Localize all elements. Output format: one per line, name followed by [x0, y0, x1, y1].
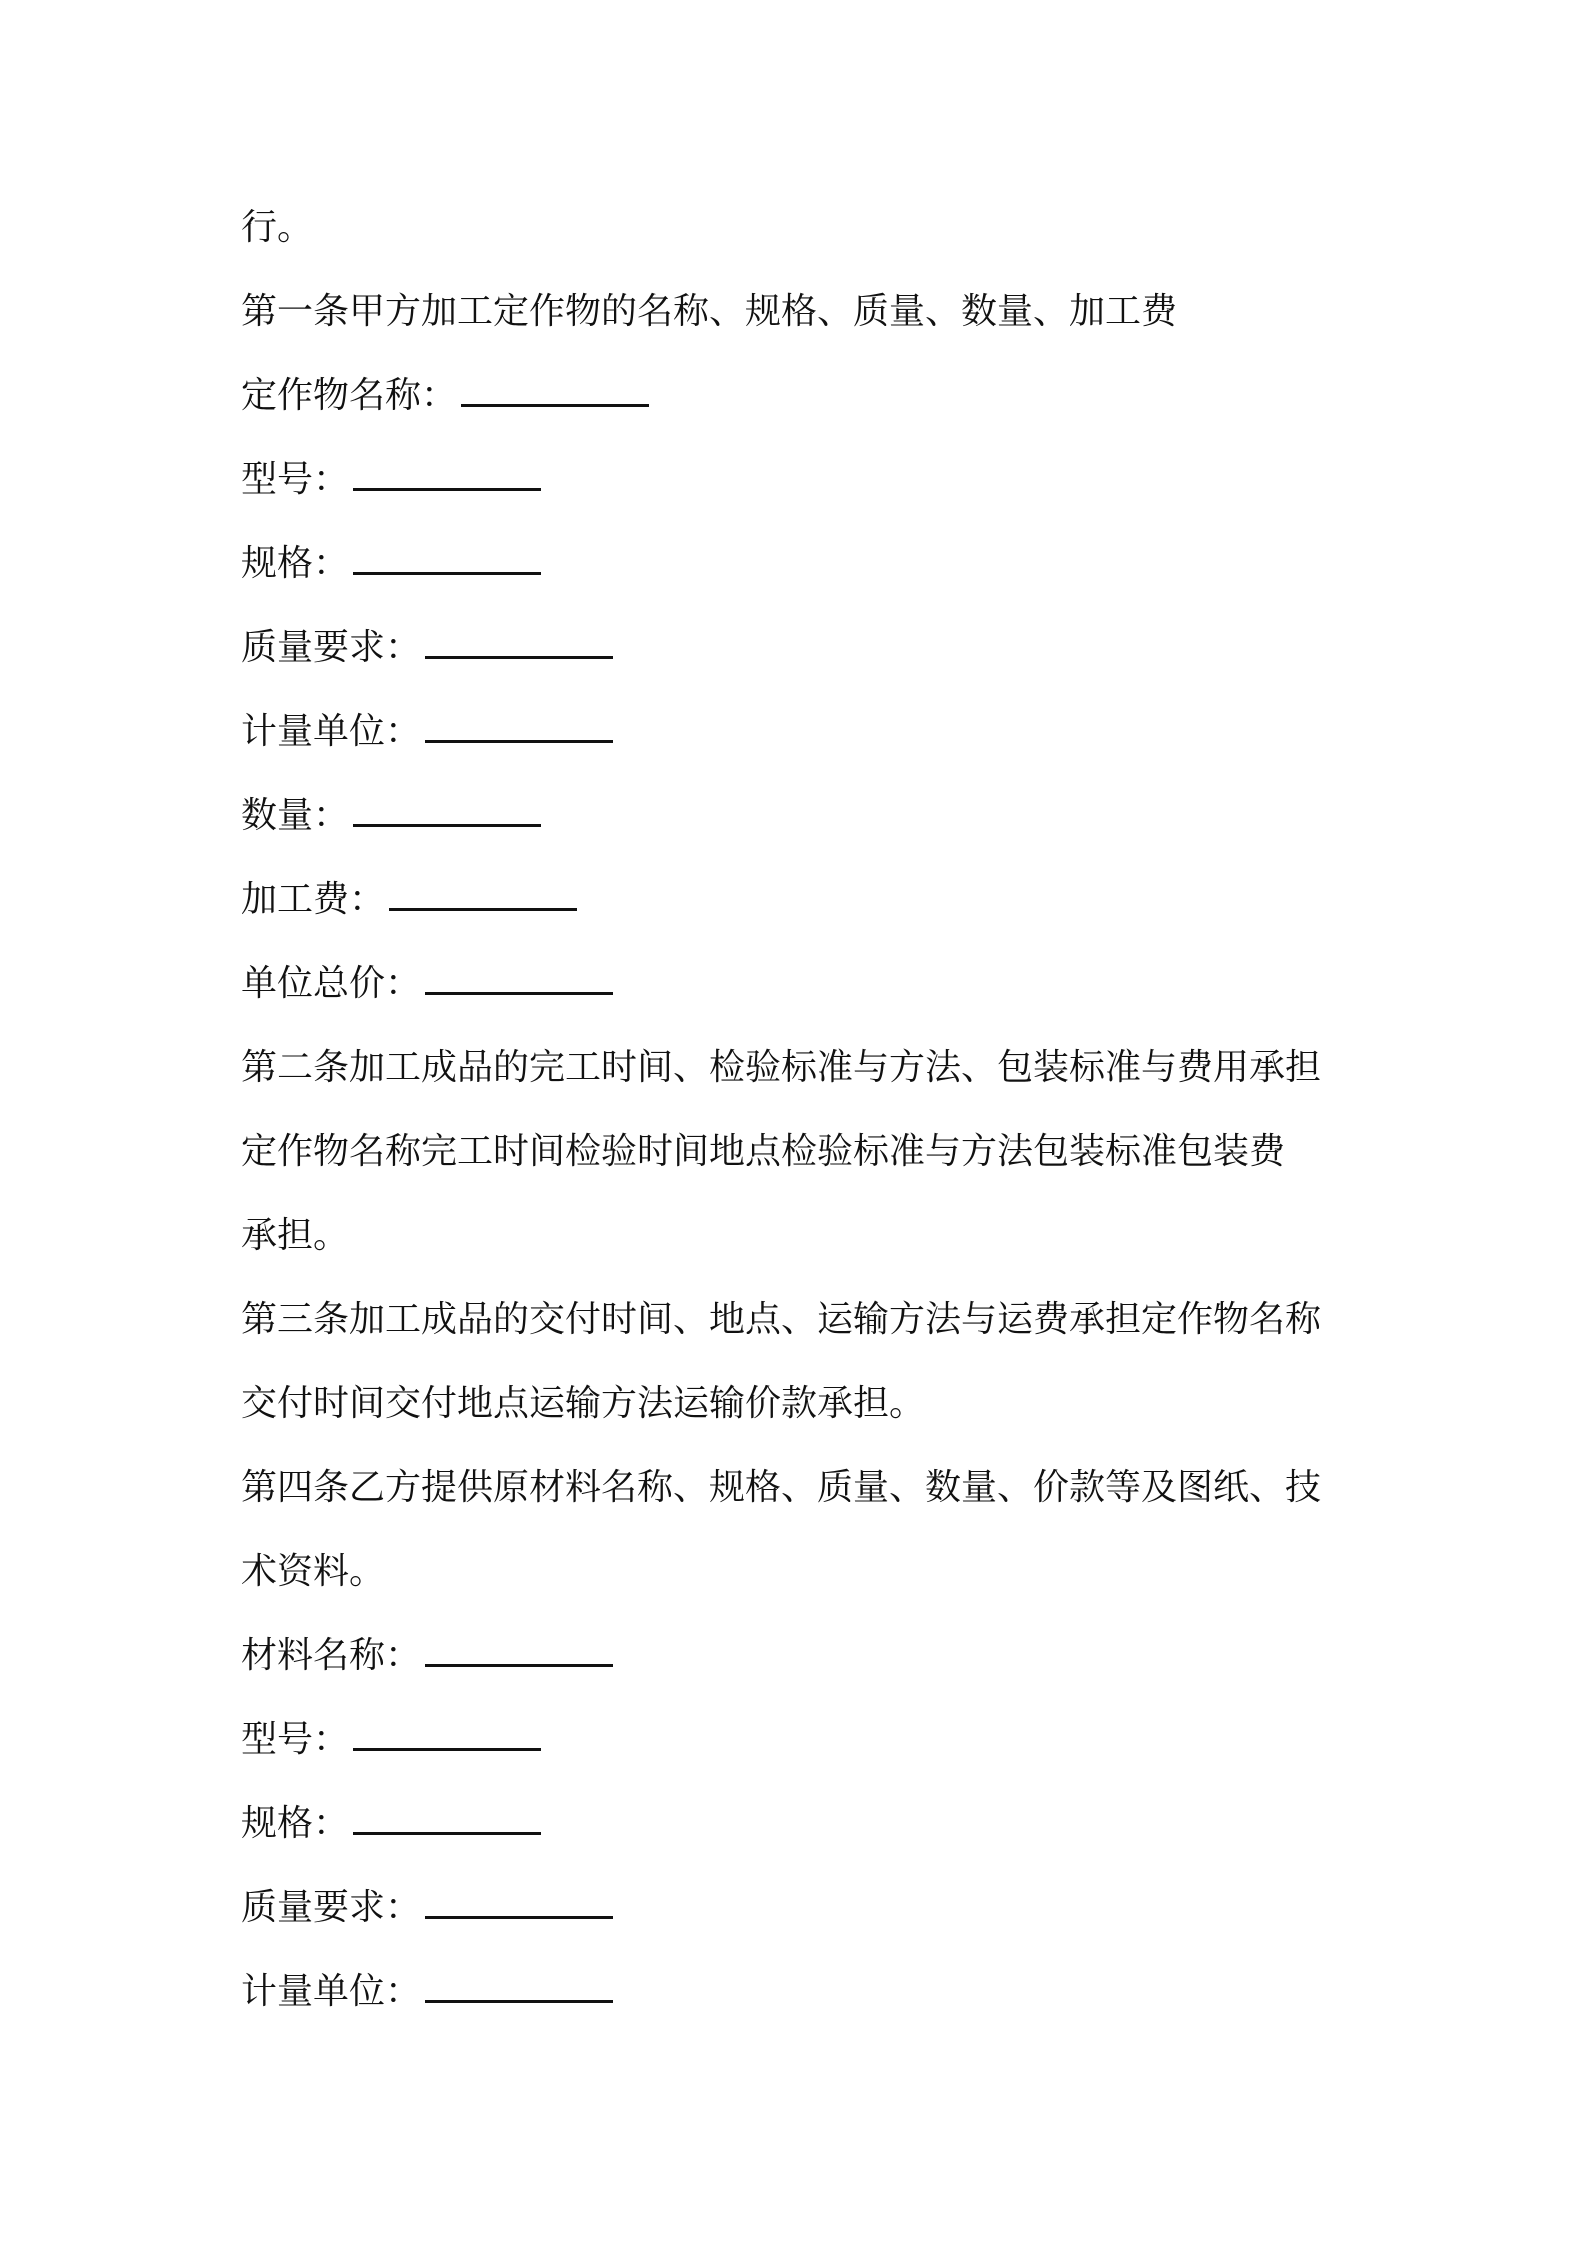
form-field-unit [241, 1968, 1361, 2016]
fill-in-blank[interactable] [389, 878, 577, 911]
fill-in-blank[interactable] [425, 1634, 613, 1667]
field-label: 质量要求： [241, 1887, 422, 1928]
form-field-model [241, 456, 1361, 504]
article-heading [241, 1464, 1361, 1512]
fill-in-blank[interactable] [353, 458, 541, 491]
article-heading [241, 1296, 1361, 1344]
fill-in-blank[interactable] [425, 962, 613, 995]
fill-in-blank[interactable] [353, 542, 541, 575]
field-label: 计量单位： [241, 711, 422, 752]
fill-in-blank[interactable] [353, 794, 541, 827]
article-heading [241, 288, 1361, 336]
form-field-processing-fee [241, 876, 1361, 924]
line-text: 第四条乙方提供原材料名称、规格、质量、数量、价款等及图纸、技 [241, 1467, 1322, 1508]
form-field-quantity [241, 792, 1361, 840]
line-text: 定作物名称完工时间检验时间地点检验标准与方法包装标准包装费 [241, 1131, 1286, 1172]
field-label: 单位总价： [241, 963, 422, 1004]
article-heading [241, 1044, 1361, 1092]
form-field-unit [241, 708, 1361, 756]
field-label: 数量： [241, 795, 350, 836]
form-field-material-name [241, 1632, 1361, 1680]
form-field-product-name [241, 372, 1361, 420]
field-label: 定作物名称： [241, 375, 458, 416]
line-text: 第三条加工成品的交付时间、地点、运输方法与运费承担定作物名称 [241, 1299, 1322, 1340]
line-text: 术资料。 [241, 1551, 386, 1592]
field-label: 型号： [241, 459, 350, 500]
fill-in-blank[interactable] [425, 1886, 613, 1919]
fill-in-blank[interactable] [425, 1970, 613, 2003]
field-label: 规格： [241, 1803, 350, 1844]
field-label: 材料名称： [241, 1635, 422, 1676]
form-field-quality [241, 624, 1361, 672]
text-line [241, 1380, 1361, 1428]
fill-in-blank[interactable] [353, 1802, 541, 1835]
line-text: 交付时间交付地点运输方法运输价款承担。 [241, 1383, 926, 1424]
line-text: 第一条甲方加工定作物的名称、规格、质量、数量、加工费 [241, 291, 1178, 332]
line-text: 承担。 [241, 1215, 350, 1256]
form-field-quality [241, 1884, 1361, 1932]
line-text: 行。 [241, 207, 314, 248]
field-label: 质量要求： [241, 627, 422, 668]
field-label: 计量单位： [241, 1971, 422, 2012]
text-line [241, 1128, 1361, 1176]
text-line [241, 1212, 1361, 1260]
form-field-model [241, 1716, 1361, 1764]
field-label: 型号： [241, 1719, 350, 1760]
field-label: 加工费： [241, 879, 386, 920]
form-field-unit-total [241, 960, 1361, 1008]
form-field-spec [241, 1800, 1361, 1848]
text-line [241, 204, 1361, 252]
fill-in-blank[interactable] [425, 626, 613, 659]
fill-in-blank[interactable] [353, 1718, 541, 1751]
line-text: 第二条加工成品的完工时间、检验标准与方法、包装标准与费用承担 [241, 1047, 1322, 1088]
field-label: 规格： [241, 543, 350, 584]
fill-in-blank[interactable] [425, 710, 613, 743]
fill-in-blank[interactable] [461, 374, 649, 407]
form-field-spec [241, 540, 1361, 588]
text-line [241, 1548, 1361, 1596]
